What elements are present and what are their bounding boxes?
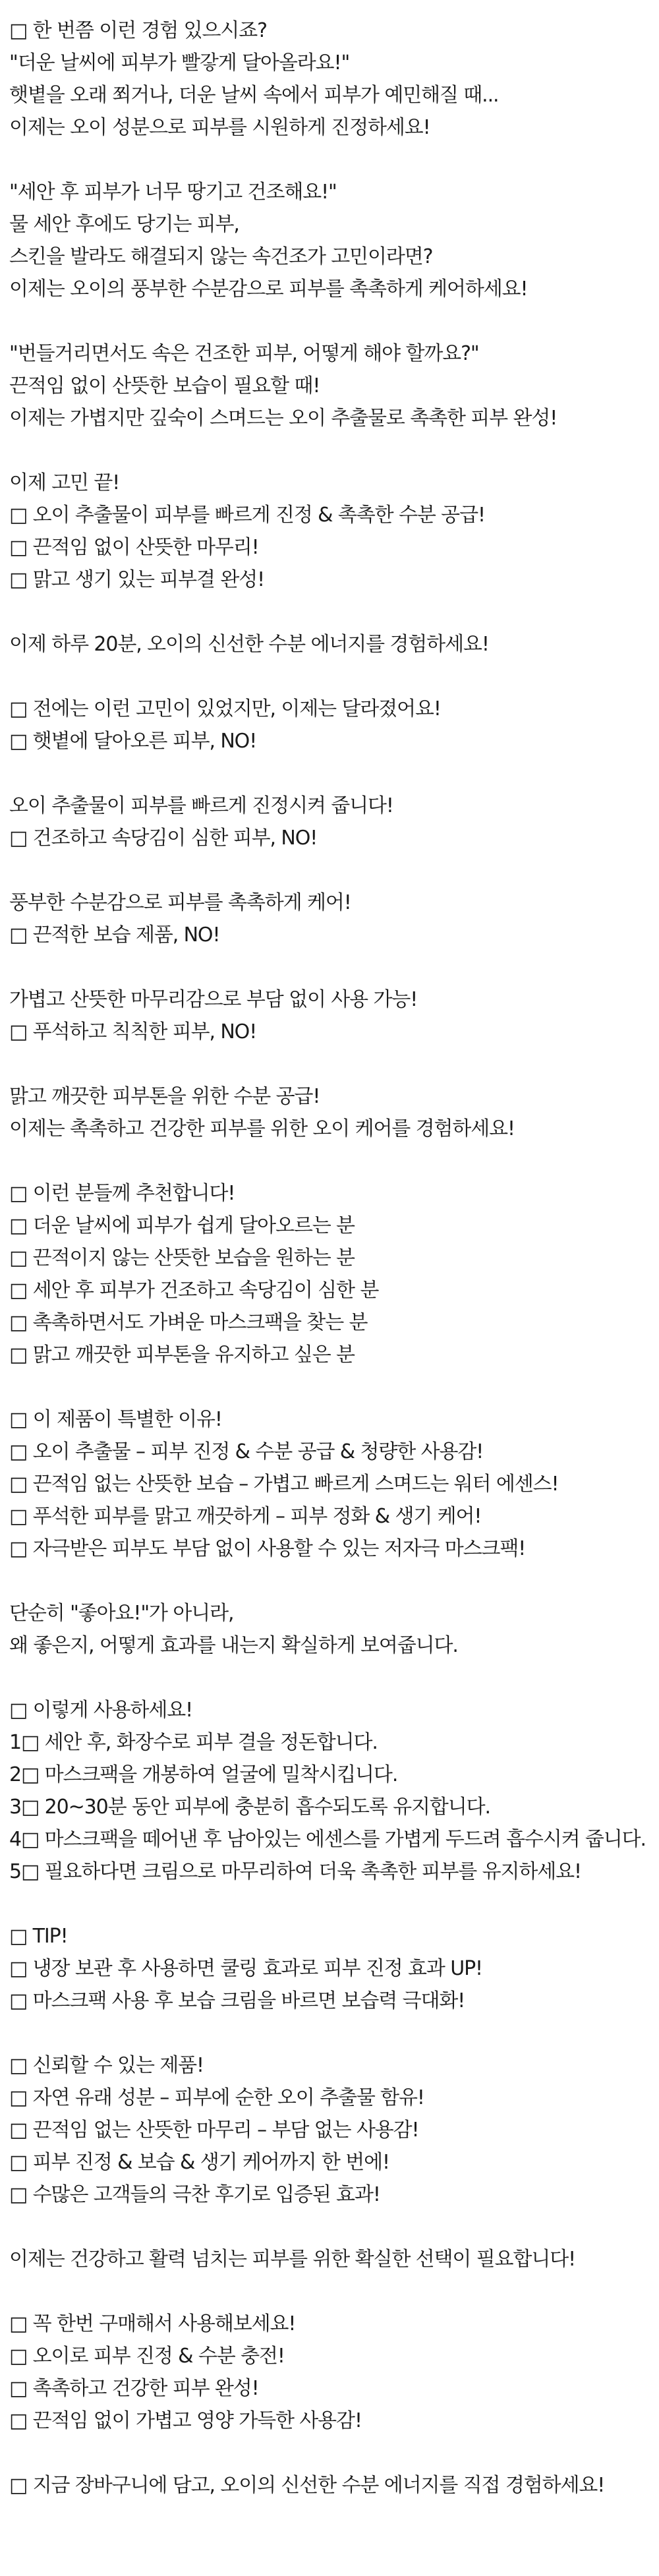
text-line: □ 푸석한 피부를 맑고 깨끗하게 – 피부 정화 & 생기 케어! <box>9 1505 482 1528</box>
text-line: □ 끈적한 보습 제품, NO! <box>9 923 220 947</box>
text-line: 2□ 마스크팩을 개봉하여 얼굴에 밀착시킵니다. <box>9 1763 398 1786</box>
text-line: □ 피부 진정 & 보습 & 생기 케어까지 한 번에! <box>9 2151 389 2174</box>
text-line: "번들거리면서도 속은 건조한 피부, 어떻게 해야 할까요?" <box>9 342 479 365</box>
text-section <box>9 15 659 144</box>
text-line: 맑고 깨끗한 피부톤을 위한 수분 공급! <box>9 1085 320 1108</box>
text-line: □ 자극받은 피부도 부담 없이 사용할 수 있는 저자극 마스크팩! <box>9 1537 526 1560</box>
text-section <box>9 2469 659 2502</box>
text-line: 끈적임 없이 산뜻한 보습이 필요할 때! <box>9 374 320 397</box>
text-line: □ 냉장 보관 후 사용하면 쿨링 효과로 피부 진정 효과 UP! <box>9 1957 482 1980</box>
text-line: □ 맑고 깨끗한 피부톤을 유지하고 싶은 분 <box>9 1343 355 1366</box>
text-section <box>9 983 659 1048</box>
text-line: □ 신뢰할 수 있는 제품! <box>9 2054 204 2077</box>
text-line: □ 한 번쯤 이런 경험 있으시죠? <box>9 19 267 42</box>
text-line: □ 더운 날씨에 피부가 쉽게 달아오르는 분 <box>9 1214 355 1237</box>
text-line: 이제 고민 끝! <box>9 471 120 494</box>
text-line: □ 끈적임 없는 산뜻한 보습 – 가볍고 빠르게 스며드는 워터 에센스! <box>9 1473 559 1496</box>
text-line: □ 햇볕에 달아오른 피부, NO! <box>9 730 257 753</box>
text-line: "세안 후 피부가 너무 땅기고 건조해요!" <box>9 181 337 204</box>
text-section <box>9 1080 659 1145</box>
text-line: 스킨을 발라도 해결되지 않는 속건조가 고민이라면? <box>9 245 433 268</box>
text-section <box>9 2049 659 2211</box>
text-line: 왜 좋은지, 어떻게 효과를 내는지 확실하게 보여줍니다. <box>9 1634 458 1657</box>
text-section <box>9 693 659 757</box>
text-line: □ 세안 후 피부가 건조하고 속당김이 심한 분 <box>9 1279 379 1302</box>
text-line: □ 끈적임 없이 산뜻한 마무리! <box>9 536 259 559</box>
text-line: □ TIP! <box>9 1925 68 1948</box>
text-line: 3□ 20~30분 동안 피부에 충분히 흡수되도록 유지합니다. <box>9 1796 490 1819</box>
text-line: □ 오이 추출물 – 피부 진정 & 수분 공급 & 청량한 사용감! <box>9 1440 484 1463</box>
text-line: □ 오이로 피부 진정 & 수분 충전! <box>9 2345 285 2368</box>
text-section <box>9 1403 659 1565</box>
text-section <box>9 790 659 854</box>
text-line: 가볍고 산뜻한 마무리감으로 부담 없이 사용 가능! <box>9 988 418 1011</box>
text-line: □ 마스크팩 사용 후 보습 크림을 바르면 보습력 극대화! <box>9 1989 465 2012</box>
text-line: 풍부한 수분감으로 피부를 촉촉하게 케어! <box>9 891 351 914</box>
text-line: 단순히 "좋아요!"가 아니라, <box>9 1602 234 1625</box>
text-section <box>9 176 659 305</box>
text-section <box>9 1177 659 1371</box>
text-line: 이제는 오이의 풍부한 수분감으로 피부를 촉촉하게 케어하세요! <box>9 278 528 301</box>
text-line: 5□ 필요하다면 크림으로 마무리하여 더욱 촉촉한 피부를 유지하세요! <box>9 1860 581 1883</box>
text-section <box>9 1920 659 2017</box>
text-line: 4□ 마스크팩을 떼어낸 후 남아있는 에센스를 가볍게 두드려 흡수시켜 줍니다. <box>9 1828 646 1851</box>
text-line: □ 맑고 생기 있는 피부결 완성! <box>9 568 265 591</box>
text-line: 이제는 오이 성분으로 피부를 시원하게 진정하세요! <box>9 116 430 139</box>
text-line: □ 수많은 고객들의 극찬 후기로 입증된 효과! <box>9 2183 380 2206</box>
text-line: □ 지금 장바구니에 담고, 오이의 신선한 수분 에너지를 직접 경험하세요! <box>9 2474 605 2497</box>
text-line: 이제는 가볍지만 깊숙이 스며드는 오이 추출물로 촉촉한 피부 완성! <box>9 407 558 430</box>
text-line: 햇볕을 오래 쬐거나, 더운 날씨 속에서 피부가 예민해질 때... <box>9 84 499 107</box>
text-section <box>9 467 659 596</box>
text-line: □ 끈적임 없이 가볍고 영양 가득한 사용감! <box>9 2409 362 2432</box>
text-line: □ 끈적이지 않는 산뜻한 보습을 원하는 분 <box>9 1246 355 1270</box>
text-line: □ 자연 유래 성분 – 피부에 순한 오이 추출물 함유! <box>9 2086 424 2109</box>
text-line: 1□ 세안 후, 화장수로 피부 결을 정돈합니다. <box>9 1731 378 1754</box>
text-line: □ 전에는 이런 고민이 있었지만, 이제는 달라졌어요! <box>9 697 441 720</box>
text-line: □ 이렇게 사용하세요! <box>9 1699 193 1722</box>
text-section <box>9 887 659 951</box>
text-section <box>9 628 659 660</box>
text-section <box>9 1694 659 1888</box>
text-line: 이제 하루 20분, 오이의 신선한 수분 에너지를 경험하세요! <box>9 633 489 656</box>
text-line: 이제는 건강하고 활력 넘치는 피부를 위한 확실한 선택이 필요합니다! <box>9 2248 576 2271</box>
text-line: 물 세안 후에도 당기는 피부, <box>9 213 239 236</box>
text-line: □ 푸석하고 칙칙한 피부, NO! <box>9 1020 257 1043</box>
text-line: □ 이런 분들께 추천합니다! <box>9 1182 235 1205</box>
text-line: "더운 날씨에 피부가 빨갛게 달아올라요!" <box>9 51 350 74</box>
text-section <box>9 1597 659 1662</box>
text-line: 이제는 촉촉하고 건강한 피부를 위한 오이 케어를 경험하세요! <box>9 1117 515 1140</box>
text-line: □ 촉촉하면서도 가벼운 마스크팩을 찾는 분 <box>9 1311 368 1334</box>
text-line: 오이 추출물이 피부를 빠르게 진정시켜 줍니다! <box>9 794 393 817</box>
text-section <box>9 2243 659 2275</box>
text-line: □ 오이 추출물이 피부를 빠르게 진정 & 촉촉한 수분 공급! <box>9 504 485 527</box>
text-section <box>9 2308 659 2437</box>
text-line: □ 촉촉하고 건강한 피부 완성! <box>9 2377 259 2400</box>
text-section <box>9 337 659 434</box>
text-line: □ 끈적임 없는 산뜻한 마무리 – 부담 없는 사용감! <box>9 2119 419 2142</box>
text-line: □ 이 제품이 특별한 이유! <box>9 1408 222 1431</box>
text-line: □ 꼭 한번 구매해서 사용해보세요! <box>9 2312 296 2335</box>
text-line: □ 건조하고 속당김이 심한 피부, NO! <box>9 827 318 850</box>
